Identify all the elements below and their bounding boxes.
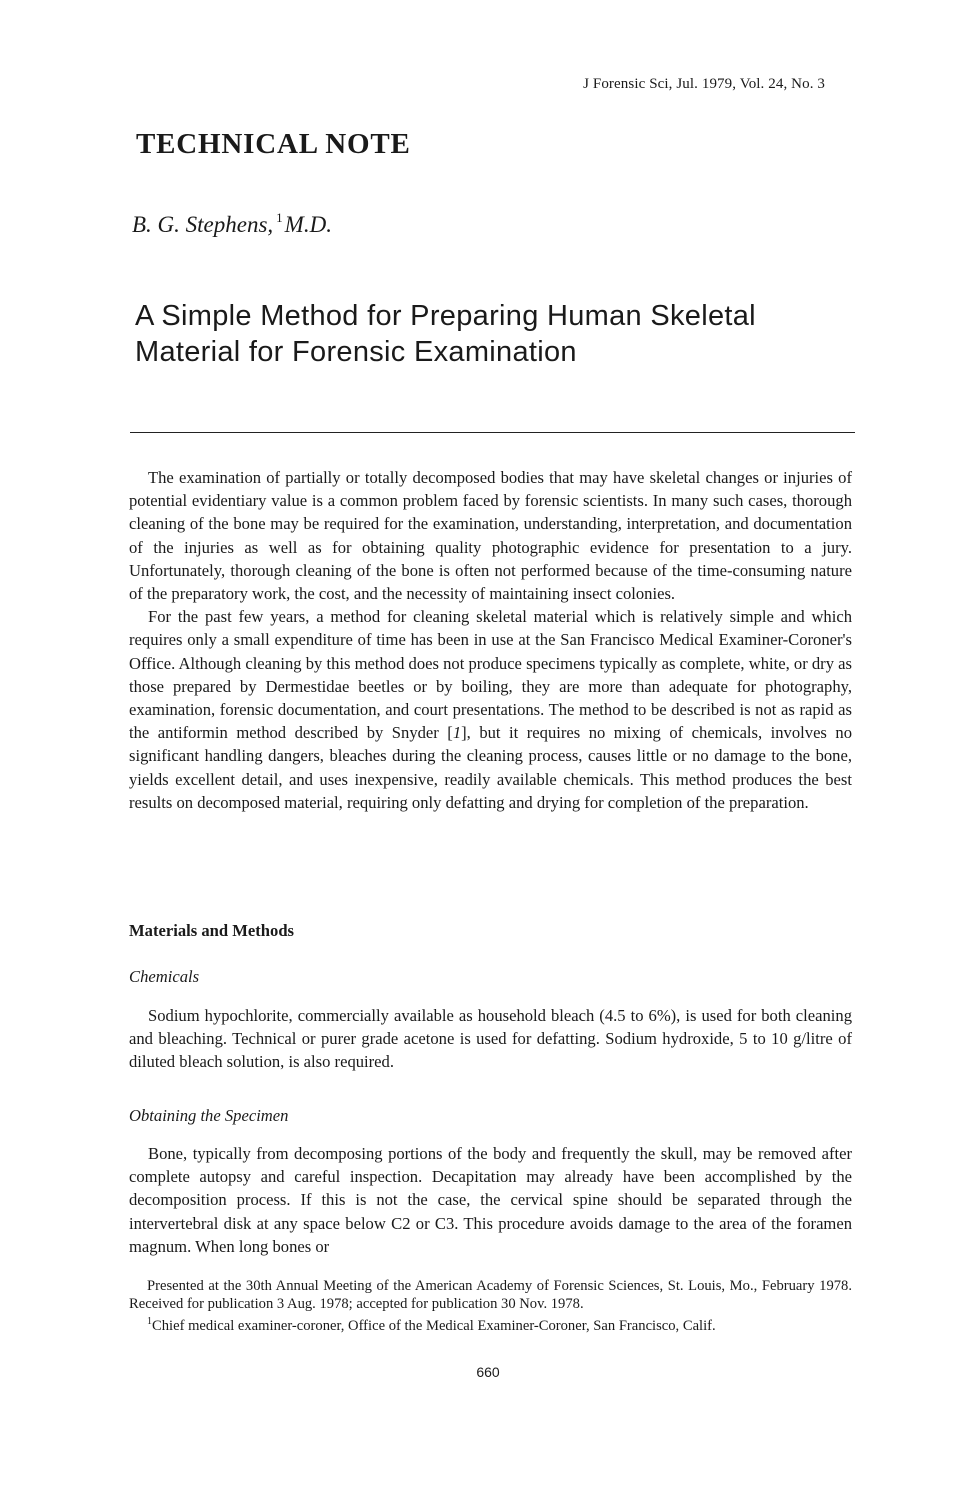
section-heading-materials-methods: Materials and Methods (129, 921, 295, 940)
intro-paragraph-2 (129, 605, 852, 814)
author-name: B. G. Stephens, (132, 212, 274, 237)
subsection-heading-specimen: Obtaining the Specimen (129, 1106, 289, 1125)
footnote-1 (129, 1313, 852, 1335)
author-footnote-mark: 1 (276, 210, 283, 225)
article-title (135, 298, 855, 370)
footnotes (129, 1277, 852, 1335)
intro-p2-text-b: ], but it requires no mixing of chemicals, involves no significant handling dangers, bleaches during the cleaning process, causes little or no damage to the bone, yields excellent detail, and uses inexpensive, readily available chemicals. This method produces the best results on decomposed material, requiring only defatting and drying for completion of the preparation. (129, 723, 852, 812)
author-line (132, 212, 332, 238)
chemicals-paragraph: Sodium hypochlorite, commercially available as household bleach (4.5 to 6%), is used for both cleaning and bleaching. Technical or purer grade acetone is used for defatting. Sodium hydroxide, 5 to 10 g/litre of diluted bleach solution, is also required. (129, 1006, 852, 1072)
intro-paragraph-1: The examination of partially or totally decomposed bodies that may have skeletal changes or injuries of potential evidentiary value is a common problem faced by forensic scientists. In many such cases, thorough cleaning of the bone may be required for the examination, understanding, interpretation, and documentation of the injuries as well as for obtaining quality photographic evidence for presentation to a jury. Unfortunately, thorough cleaning of the bone is often not performed because of the time-consuming nature of the preparatory work, the cost, and the necessity of maintaining insect colonies. (129, 468, 852, 604)
specimen-paragraph: Bone, typically from decomposing portions of the body and frequently the skull, may be removed after complete autopsy and careful inspection. Decapitation may already have been accomplished by the decomposition process. If this is not the case, the cervical spine should be separated through the intervertebral disk at any space below C2 or C3. This procedure avoids damage to the area of the foramen magnum. When long bones or (129, 1144, 852, 1256)
intro-p2-text-a: For the past few years, a method for cleaning skeletal material which is relatively simple and which requires only a small expenditure of time has been in use at the San Francisco Medical Examiner-Coroner's Office. Although cleaning by this method does not produce specimens typically as complete, white, or dry as those prepared by Dermestidae beetles or by boiling, they are more than adequate for photography, examination, forensic documentation, and court presentations. The method to be described is not as rapid as the antiformin method described by Snyder [ (129, 607, 852, 743)
subsection-heading-chemicals: Chemicals (129, 967, 200, 986)
footnote-presented: Presented at the 30th Annual Meeting of the American Academy of Forensic Sciences, St. Louis, Mo., February 1978. Received for publication 3 Aug. 1978; accepted for publication 30 Nov. 1978. (129, 1278, 852, 1312)
title-line-2: Material for Forensic Examination (135, 336, 577, 368)
page-number: 660 (476, 1364, 500, 1380)
section-label: TECHNICAL NOTE (136, 128, 411, 160)
author-degree: M.D. (284, 212, 332, 237)
footnote-1-mark: 1 (147, 1316, 152, 1327)
introduction (129, 466, 852, 814)
footnote-1-text: Chief medical examiner-coroner, Office of the Medical Examiner-Coroner, San Francisco, Calif. (152, 1317, 716, 1334)
running-head: J Forensic Sci, Jul. 1979, Vol. 24, No. 3 (583, 76, 825, 92)
title-line-1: A Simple Method for Preparing Human Skeletal (135, 300, 756, 332)
title-divider (130, 432, 855, 433)
reference-citation: 1 (452, 723, 462, 743)
